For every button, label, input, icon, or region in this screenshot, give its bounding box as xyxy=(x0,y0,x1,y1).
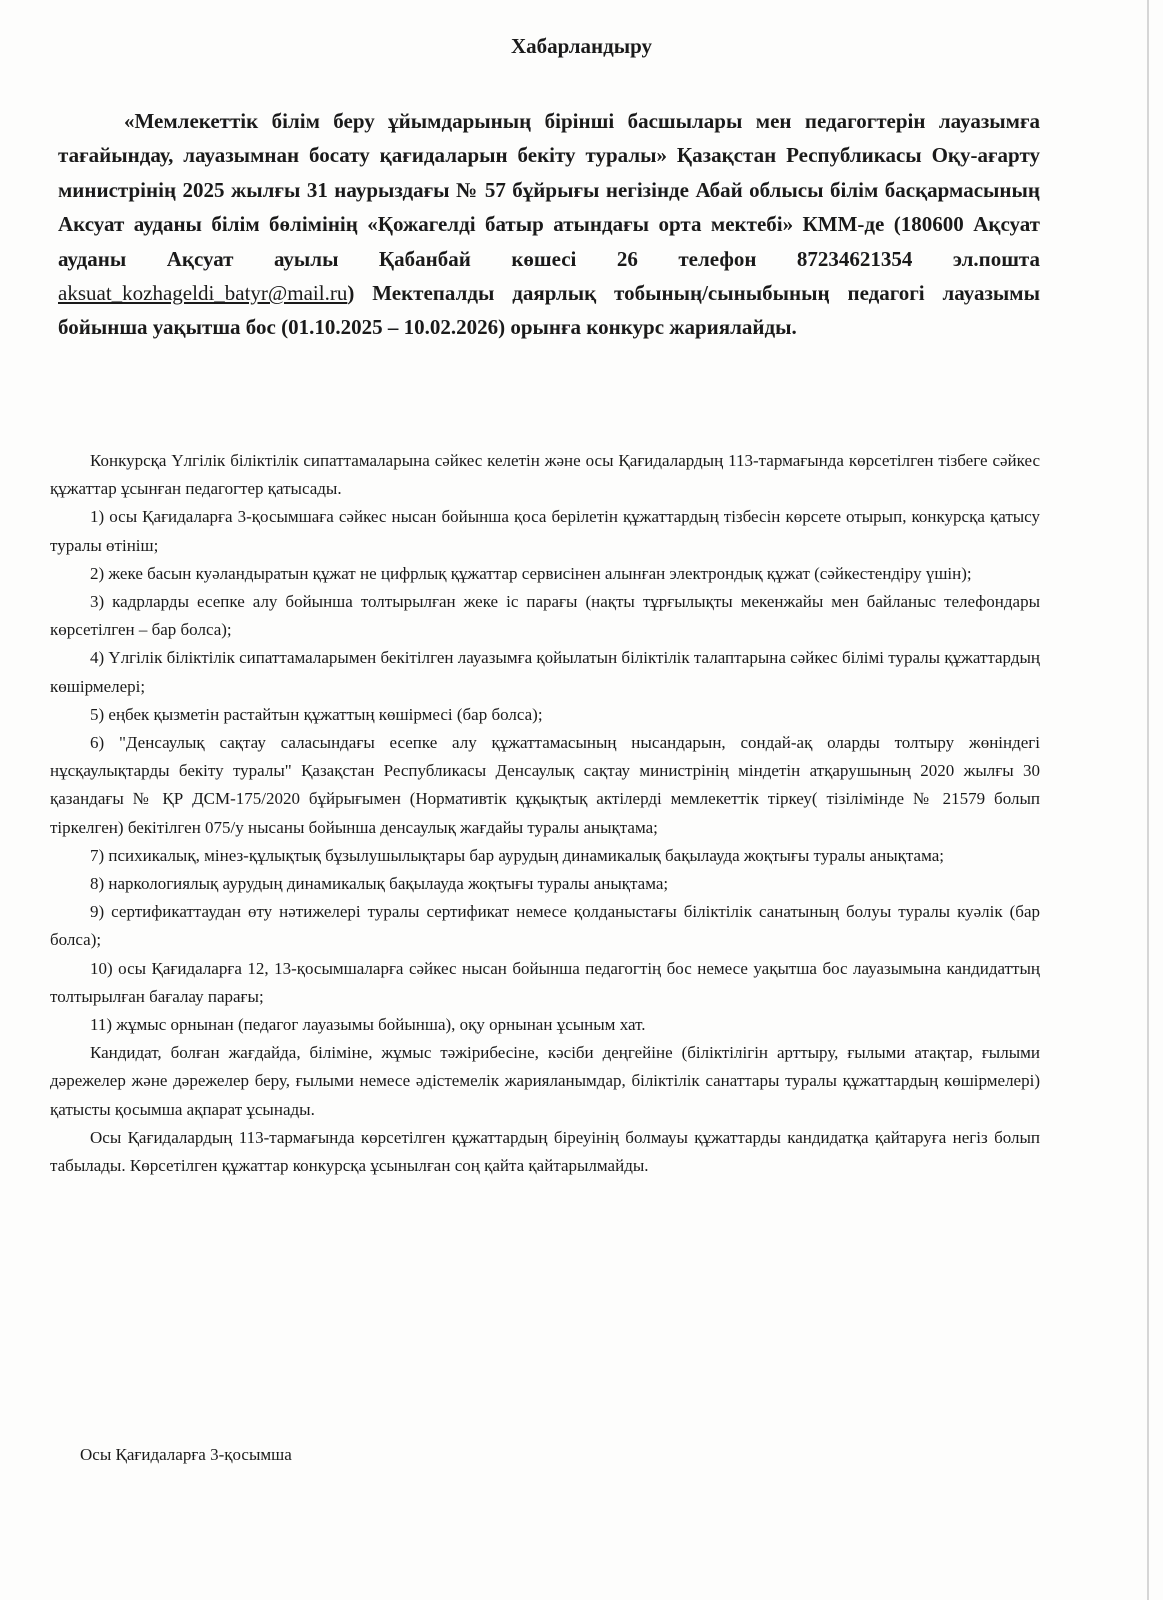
paragraph-additional-info: Кандидат, болған жағдайда, біліміне, жұмыс тәжірибесіне, кәсіби деңгейіне (біліктілігін арттыру, ғылыми атақтар, ғылыми дәрежелер және дәрежелер беру, ғылыми немесе әдістемелік жарияланымдар, біліктілік санаттары туралы құжаттардың көшірмелері) қатысты қосымша ақпарат ұсынады. xyxy=(50,1043,1040,1119)
requirements-body xyxy=(50,447,1040,1180)
list-item-9: 9) сертификаттаудан өту нәтижелері туралы сертификат немесе қолданыстағы біліктілік санатының болуы туралы куәлік (бар болса); xyxy=(50,902,1040,950)
paragraph-eligibility: Конкурсқа Үлгілік біліктілік сипаттамаларына сәйкес келетін және осы Қағидалардың 113-тармағында көрсетілген тізбеге сәйкес құжаттар ұсынған педагогтер қатысады. xyxy=(50,451,1040,499)
list-item-2: 2) жеке басын куәландыратын құжат не цифрлық құжаттар сервисінен алынған электрондық құжат (сәйкестендіру үшін); xyxy=(90,563,972,583)
list-item-11: 11) жұмыс орнынан (педагог лауазымы бойынша), оқу орнынан ұсыным хат. xyxy=(90,1015,646,1035)
list-item-10: 10) осы Қағидаларға 12, 13-қосымшаларға сәйкес нысан бойынша педагогтің бос немесе уақытша бос лауазымына кандидаттың толтырылған бағалау парағы; xyxy=(50,958,1040,1006)
list-item-6: 6) "Денсаулық сақтау саласындағы есепке алу құжаттамасының нысандарын, сондай-ақ оларды толтыру жөніндегі нұсқаулықтарды бекіту туралы" Қазақстан Республикасы Денсаулық сақтау министрінің міндетін атқарушының 2020 жылғы 30 қазандағы № ҚР ДСМ-175/2020 бұйрығымен (Нормативтік құқықтық актілерді мемлекеттік тіркеу( тізілімінде № 21579 болып тіркелген) бекітілген 075/у нысаны бойынша денсаулық жағдайы туралы анықтама; xyxy=(50,733,1040,837)
list-item-3: 3) кадрларды есепке алу бойынша толтырылған жеке іс парағы (нақты тұрғылықты мекенжайы мен байланыс телефондары көрсетілген – бар болса); xyxy=(50,592,1040,640)
contact-email: aksuat_kozhageldi_batyr@mail.ru xyxy=(58,281,348,306)
intro-text-part1: «Мемлекеттік білім беру ұйымдарының бірінші басшылары мен педагогтерін лауазымға тағайындау, лауазымнан босату қағидаларын бекіту туралы» Қазақстан Республикасы Оқу-ағарту министрінің 2025 жылғы 31 наурыздағы № 57 бұйрығы негізінде Абай облысы білім басқармасының Аксуат ауданы білім бөлімінің «Қожагелді батыр атындағы орта мектебі» КММ-де (180600 Ақсуат ауданы Ақсуат ауылы Қабанбай көшесі 26 телефон 87234621354 эл.пошта xyxy=(58,109,1040,271)
list-item-5: 5) еңбек қызметін растайтын құжаттың көшірмесі (бар болса); xyxy=(90,704,543,724)
paragraph-missing-documents: Осы Қағидалардың 113-тармағында көрсетілген құжаттардың біреуінің болмауы құжаттарды кандидатқа қайтаруға негіз болып табылады. Көрсетілген құжаттар конкурсқа ұсынылған соң қайта қайтарылмайды. xyxy=(50,1127,1040,1176)
list-item-4: 4) Үлгілік біліктілік сипаттамаларымен бекітілген лауазымға қойылатын біліктілік талаптарына сәйкес білімі туралы құжаттардың көшірмелері; xyxy=(50,648,1040,696)
announcement-intro xyxy=(58,104,1040,345)
document-title: Хабарландыру xyxy=(510,34,653,58)
list-item-7: 7) психикалық, мінез-құлықтық бұзылушылықтары бар аурудың динамикалық бақылауда жоқтығы туралы анықтама; xyxy=(90,845,944,865)
scan-edge-line xyxy=(1147,0,1149,1600)
intro-text-part2: ) Мектепалды даярлық тобының/сыныбының педагогі лауазымы бойынша уақытша бос (01.10.2025 – 10.02.2026) орынға конкурс жариялайды. xyxy=(58,281,1040,340)
appendix-note: Осы Қағидаларға 3-қосымша xyxy=(80,1445,292,1464)
list-item-8: 8) наркологиялық аурудың динамикалық бақылауда жоқтығы туралы анықтама; xyxy=(90,874,669,894)
list-item-1: 1) осы Қағидаларға 3-қосымшаға сәйкес нысан бойынша қоса берілетін құжаттардың тізбесін көрсете отырып, конкурсқа қатысу туралы өтініш; xyxy=(50,507,1040,555)
